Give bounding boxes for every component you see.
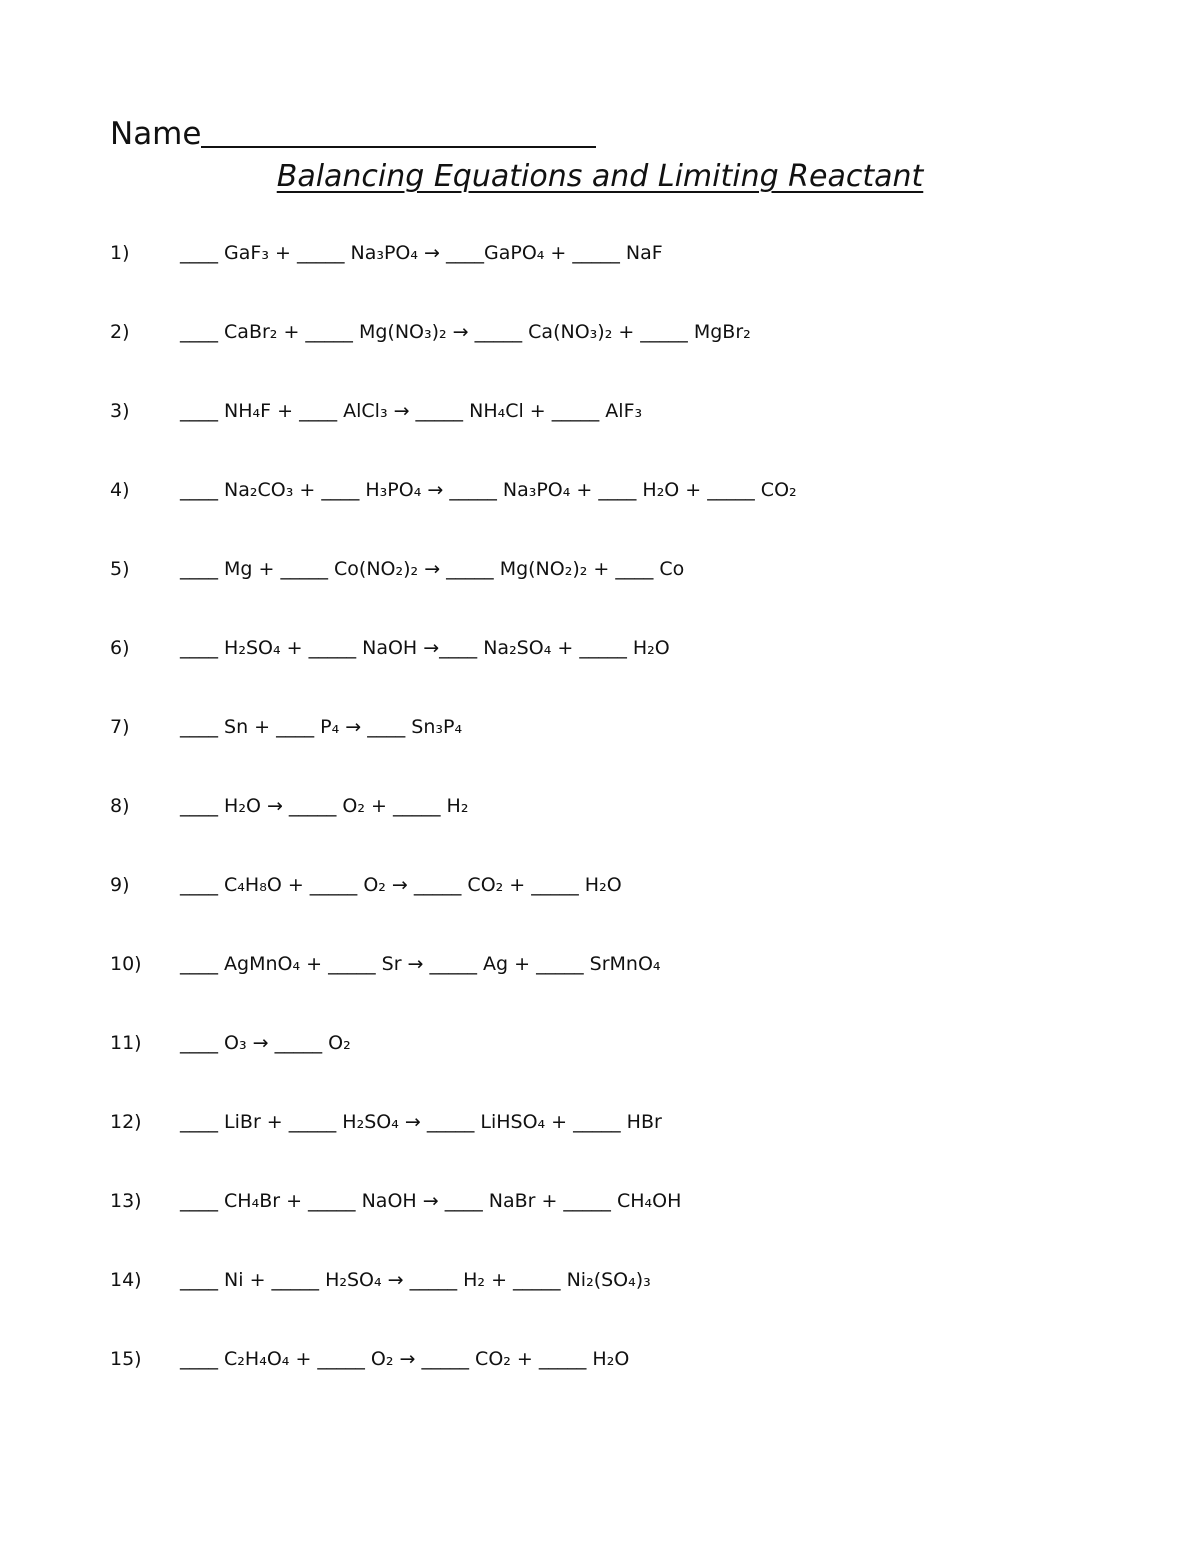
problem-row [110,712,462,742]
problem-row [110,554,684,584]
problem-number: 9) [110,874,130,896]
problem-equation: ____ LiBr + _____ H₂SO₄ → _____ LiHSO₄ + _____ HBr [180,1111,662,1133]
problem-number: 4) [110,479,130,501]
problem-row [110,475,797,505]
problem-equation: ____ Mg + _____ Co(NO₂)₂ → _____ Mg(NO₂)₂ + ____ Co [180,558,685,580]
problem-row [110,1186,681,1216]
problem-number: 2) [110,321,130,343]
problem-number: 13) [110,1190,142,1212]
problem-equation: ____ CH₄Br + _____ NaOH → ____ NaBr + _____ CH₄OH [180,1190,682,1212]
problem-equation: ____ C₂H₄O₄ + _____ O₂ → _____ CO₂ + _____ H₂O [180,1348,630,1370]
problem-number: 1) [110,242,130,264]
problem-row [110,870,622,900]
problem-row [110,1265,651,1295]
problem-row [110,949,661,979]
problem-equation: ____ H₂SO₄ + _____ NaOH →____ Na₂SO₄ + _____ H₂O [180,637,670,659]
worksheet-title: Balancing Equations and Limiting Reactant [276,159,924,194]
problem-equation: ____ NH₄F + ____ AlCl₃ → _____ NH₄Cl + _____ AlF₃ [180,400,643,422]
problem-number: 5) [110,558,130,580]
problem-equation: ____ Ni + _____ H₂SO₄ → _____ H₂ + _____ Ni₂(SO₄)₃ [180,1269,651,1291]
problem-number: 11) [110,1032,142,1054]
problem-number: 7) [110,716,130,738]
problem-number: 3) [110,400,130,422]
name-blank-line [201,146,596,148]
problem-equation: ____ C₄H₈O + _____ O₂ → _____ CO₂ + _____ H₂O [180,874,622,896]
name-field [110,112,596,152]
problem-equation: ____ H₂O → _____ O₂ + _____ H₂ [180,795,469,817]
problem-equation: ____ Sn + ____ P₄ → ____ Sn₃P₄ [180,716,463,738]
problem-number: 10) [110,953,142,975]
problem-equation: ____ Na₂CO₃ + ____ H₃PO₄ → _____ Na₃PO₄ + ____ H₂O + _____ CO₂ [180,479,797,501]
problem-number: 15) [110,1348,142,1370]
problem-row [110,396,642,426]
problem-row [110,317,751,347]
problem-equation: ____ O₃ → _____ O₂ [180,1032,351,1054]
problem-number: 12) [110,1111,142,1133]
problem-number: 14) [110,1269,142,1291]
problem-row [110,791,468,821]
problem-row [110,1344,629,1374]
problem-row [110,1028,351,1058]
problem-row [110,238,663,268]
problem-equation: ____ AgMnO₄ + _____ Sr → _____ Ag + _____ SrMnO₄ [180,953,661,975]
problem-row [110,633,670,663]
problem-equation: ____ CaBr₂ + _____ Mg(NO₃)₂ → _____ Ca(NO₃)₂ + _____ MgBr₂ [180,321,751,343]
problem-equation: ____ GaF₃ + _____ Na₃PO₄ → ____GaPO₄ + _____ NaF [180,242,663,264]
problem-number: 8) [110,795,130,817]
problem-number: 6) [110,637,130,659]
name-label: Name [110,116,202,152]
problem-row [110,1107,662,1137]
